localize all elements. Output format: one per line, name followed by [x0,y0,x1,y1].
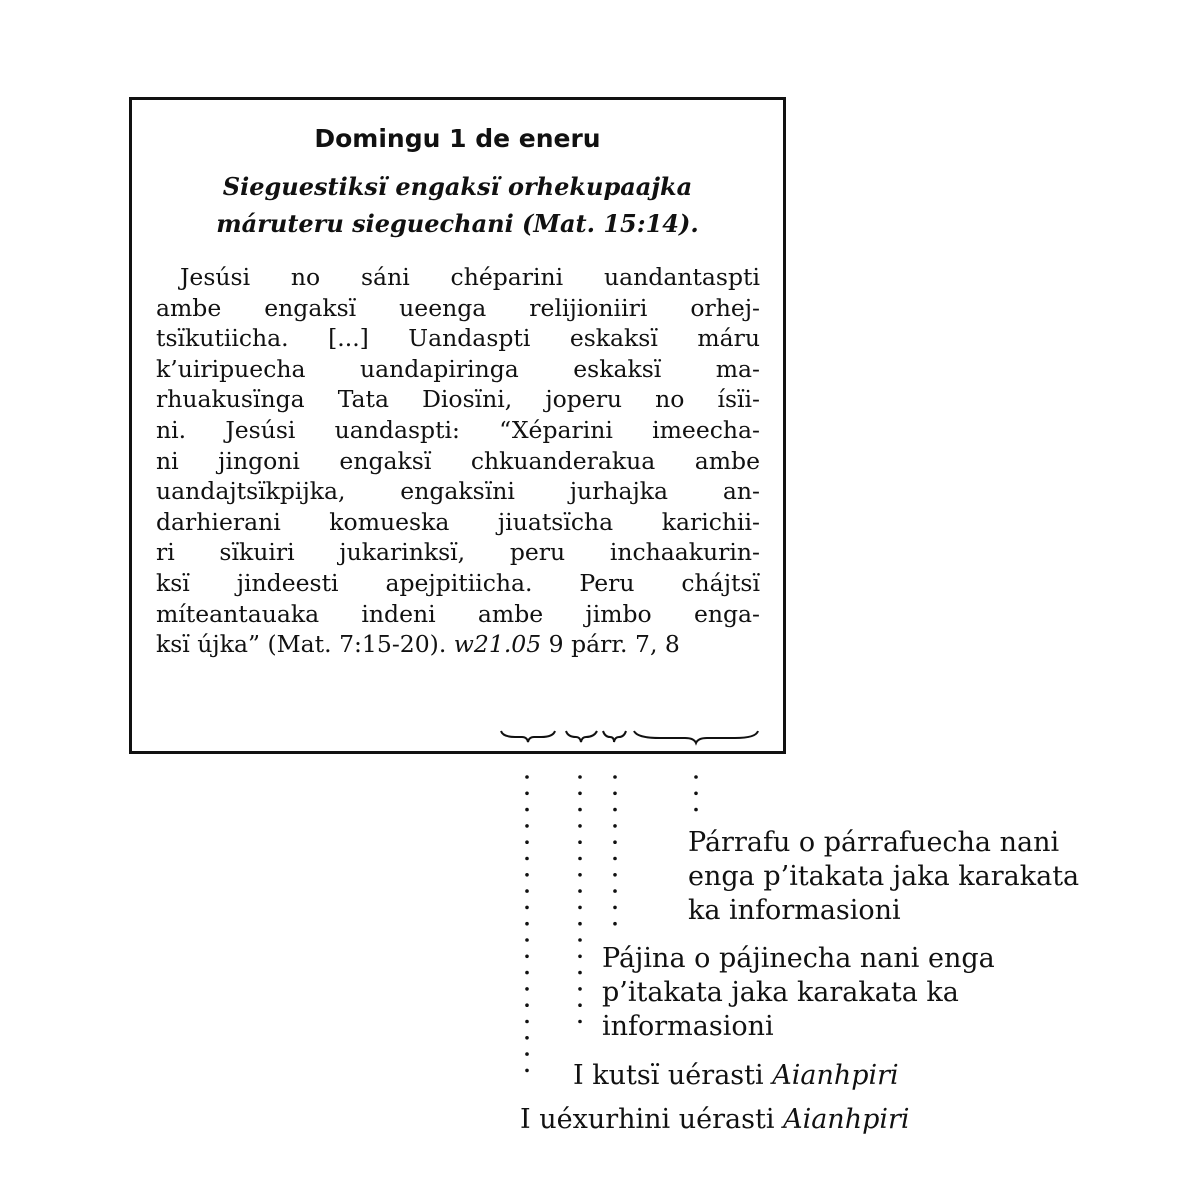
legend-line: enga p’itakata jaka karakata [688,861,1080,892]
dots-issue [578,955,582,959]
dots-page [613,775,617,779]
dots-issue [578,824,582,828]
dots-page [613,922,617,926]
dots-year [525,955,529,959]
legend-year-text: I uéxurhini uérasti [520,1104,784,1135]
dots-year [525,840,529,844]
comment-line: tsïkutiicha. [...] Uandaspti eskaksï máru [156,324,760,353]
dots-page [613,889,617,893]
legend-issue-publication: Aianhpiri [772,1060,899,1091]
dots-page [613,857,617,861]
dots-issue [578,987,582,991]
comment-line: míteantauaka indeni ambe jimbo enga- [156,599,760,628]
dots-issue [578,1020,582,1024]
dots-year [525,873,529,877]
legend-line: p’itakata jaka karakata ka [602,977,959,1008]
dots-issue [578,808,582,812]
dots-year [525,987,529,991]
page-number: 9 [548,630,564,659]
brace-publication [501,731,555,742]
dots-year [525,1036,529,1040]
dots-issue [578,971,582,975]
dots-page [613,808,617,812]
dots-year [525,1069,529,1073]
legend-issue [573,1059,899,1093]
publication-code: w21.05 [453,630,542,659]
dots-issue [578,889,582,893]
comment-line: ri sïkuiri jukarinksï, peru inchaakurin- [156,538,760,567]
legend-page [602,942,995,1044]
dots-issue [578,792,582,796]
dots-issue [578,1003,582,1007]
dots-issue [578,840,582,844]
paragraph-reference: párr. 7, 8 [571,630,680,659]
dots-paragraphs [694,792,698,796]
dots-issue [578,938,582,942]
dots-paragraphs [694,775,698,779]
comment-line: ksï jindeesti apejpitiicha. Peru chájtsï [156,569,760,597]
dots-year [525,1003,529,1007]
legend-paragraphs [688,826,1079,928]
comment-line: ni jingoni engaksï chkuanderakua ambe [156,446,760,475]
dots-issue [578,906,582,910]
comment-line: darhierani komueska jiuatsïcha karichii- [156,507,760,536]
legend-year-publication: Aianhpiri [783,1104,910,1135]
comment-line: rhuakusïnga Tata Diosïni, joperu no ísïi- [156,385,760,414]
comment-line: ni. Jesúsi uandaspti: “Xéparini imeecha- [156,416,760,444]
legend-year [520,1103,910,1137]
dots-year [525,971,529,975]
dots-year [525,1052,529,1056]
theme-scripture-line: Sieguestiksï engaksï orhekupaajka [222,172,693,201]
brace-issue [566,731,597,742]
dots-issue [578,775,582,779]
legend-line: Pájina o pájinecha nani enga [602,943,995,974]
date-heading: Domingu 1 de eneru [314,124,601,153]
dots-year [525,1020,529,1024]
dots-issue [578,873,582,877]
dots-issue [578,857,582,861]
dots-page [613,873,617,877]
brace-page [603,731,626,742]
dots-year [525,906,529,910]
dots-year [525,824,529,828]
brace-paragraphs [634,731,758,743]
theme-scripture-line: máruteru sieguechani (Mat. 15:14). [216,209,699,238]
dots-page [613,840,617,844]
comment-line: ambe engaksï ueenga relijioniiri orhej- [156,293,760,322]
comment-line: Jesúsi no sáni chéparini uandantaspti [180,263,760,291]
dots-paragraphs [694,808,698,812]
dots-page [613,792,617,796]
legend-line: ka informasioni [688,895,901,926]
dots-year [525,889,529,893]
dots-year [525,922,529,926]
dots-year [525,938,529,942]
dots-page [613,824,617,828]
legend-line: informasioni [602,1011,774,1042]
dots-page [613,906,617,910]
legend-issue-text: I kutsï uérasti [573,1060,773,1091]
dots-issue [578,922,582,926]
dots-year [525,775,529,779]
last-line-text: ksï újka” (Mat. 7:15-20). [156,630,454,659]
dots-year [525,792,529,796]
dots-year [525,808,529,812]
dots-year [525,857,529,861]
comment-line: k’uiripuecha uandapiringa eskaksï ma- [156,354,760,383]
comment-line: uandajtsïkpijka, engaksïni jurhajka an- [156,477,760,506]
legend-line: Párrafu o párrafuecha nani [688,827,1060,858]
